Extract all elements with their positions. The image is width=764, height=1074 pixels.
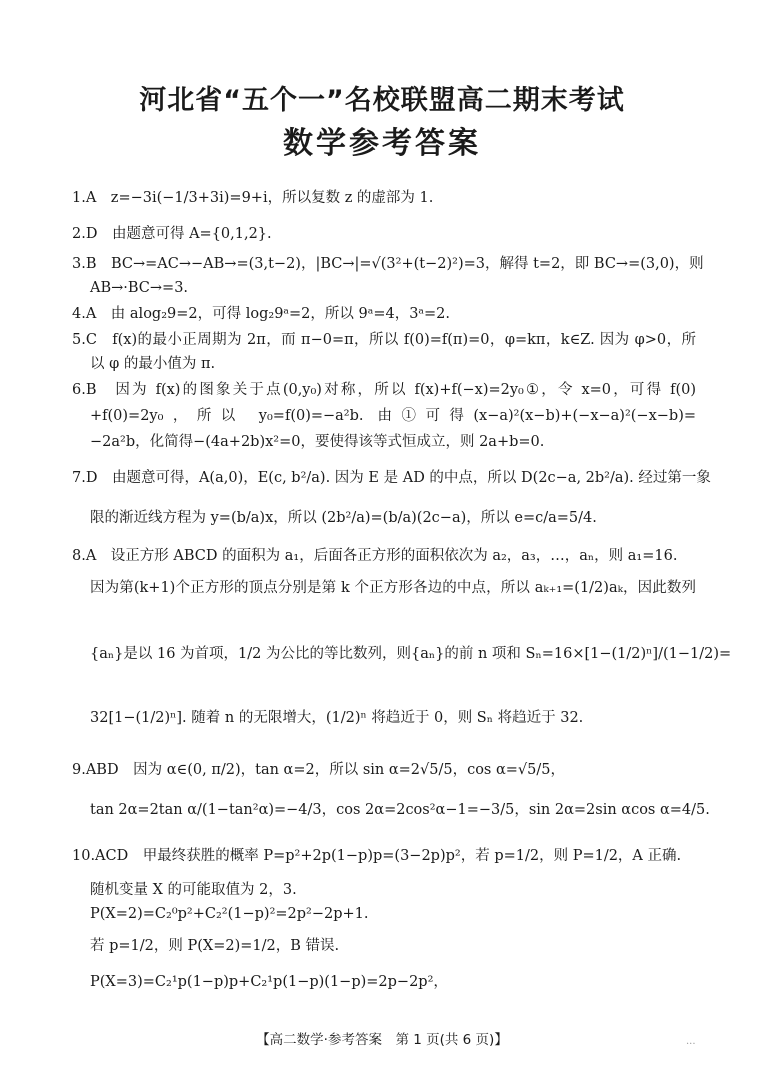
answer-10-cont-3: 若 p=1/2，则 P(X=2)=1/2，B 错误. [90, 938, 340, 954]
answer-7-cont: 限的渐近线方程为 y=(b/a)x，所以 (2b²/a)=(b/a)(2c−a)，所以 e=c/a=5/4. [90, 510, 597, 526]
exam-title: 河北省“五个一”名校联盟高二期末考试 [139, 85, 625, 116]
answer-10-cont-2: P(X=2)=C₂⁰p²+C₂²(1−p)²=2p²−2p+1. [90, 906, 369, 922]
answer-6-cont-1: +f(0)=2y₀，所以 y₀=f(0)=−a²b. 由①可得(x−a)²(x−b)+(−x−a)²(−x−b)= [90, 408, 696, 424]
answer-10: 10.ACD 甲最终获胜的概率 P=p²+2p(1−p)p=(3−2p)p²，若 p=1/2，则 P=1/2，A 正确. [72, 848, 682, 864]
answer-5-cont: 以 φ 的最小值为 π. [90, 356, 216, 372]
answer-2: 2.D 由题意可得 A={0,1,2}. [72, 226, 272, 242]
answer-9-cont: tan 2α=2tan α/(1−tan²α)=−4/3，cos 2α=2cos²α−1=−3/5，sin 2α=2sin αcos α=4/5. [90, 802, 710, 818]
page-footer: 【高二数学·参考答案 第 1 页(共 6 页)】 [256, 1032, 508, 1048]
answer-8-cont-2: {aₙ}是以 16 为首项，1/2 为公比的等比数列，则{aₙ}的前 n 项和 Sₙ=16×[1−(1/2)ⁿ]/(1−1/2)= [90, 646, 732, 662]
corner-mark: ... [686, 1036, 696, 1047]
answer-3: 3.B BC→=AC→−AB→=(3,t−2)，|BC→|=√(3²+(t−2)²)=3，解得 t=2，即 BC→=(3,0)，则 [72, 256, 704, 272]
answer-9: 9.ABD 因为 α∈(0, π/2)，tan α=2，所以 sin α=2√5/5，cos α=√5/5， [72, 762, 565, 778]
answer-10-cont-4: P(X=3)=C₂¹p(1−p)p+C₂¹p(1−p)(1−p)=2p−2p²， [90, 974, 448, 990]
answer-1: 1.A z=−3i(−1/3+3i)=9+i，所以复数 z 的虚部为 1. [72, 190, 434, 206]
answer-6: 6.B 因为 f(x)的图象关于点(0,y₀)对称，所以 f(x)+f(−x)=2y₀①，令 x=0，可得 f(0) [72, 382, 696, 398]
answer-key-title: 数学参考答案 [283, 126, 481, 161]
answer-4: 4.A 由 alog₂9=2，可得 log₂9ᵃ=2，所以 9ᵃ=4，3ᵃ=2. [72, 306, 450, 322]
answer-7: 7.D 由题意可得，A(a,0)，E(c, b²/a). 因为 E 是 AD 的中点，所以 D(2c−a, 2b²/a). 经过第一象 [72, 470, 711, 486]
answer-10-cont-1: 随机变量 X 的可能取值为 2，3. [90, 882, 297, 898]
answer-5: 5.C f(x)的最小正周期为 2π，而 π−0=π，所以 f(0)=f(π)=0，φ=kπ，k∈Z. 因为 φ>0，所 [72, 332, 696, 348]
answer-3-cont: AB→·BC→=3. [90, 280, 189, 296]
answer-8-cont-3: 32[1−(1/2)ⁿ]. 随着 n 的无限增大，(1/2)ⁿ 将趋近于 0，则 Sₙ 将趋近于 32. [90, 710, 584, 726]
answer-8: 8.A 设正方形 ABCD 的面积为 a₁，后面各正方形的面积依次为 a₂，a₃，…，aₙ，则 a₁=16. [72, 548, 678, 564]
answer-6-cont-2: −2a²b，化简得−(4a+2b)x²=0，要使得该等式恒成立，则 2a+b=0. [90, 434, 545, 450]
answer-8-cont-1: 因为第(k+1)个正方形的顶点分别是第 k 个正方形各边的中点，所以 aₖ₊₁=(1/2)aₖ，因此数列 [90, 580, 696, 596]
